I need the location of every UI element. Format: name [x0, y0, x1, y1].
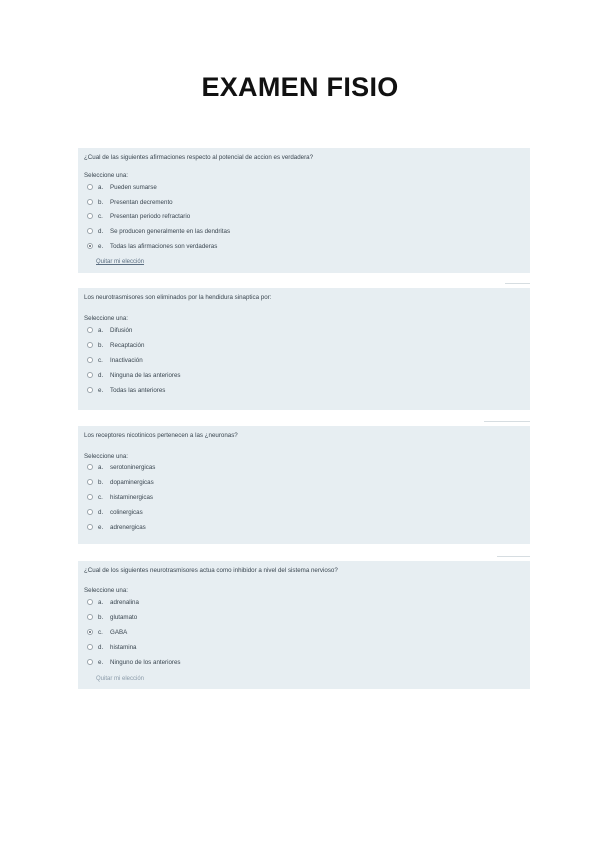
radio-icon[interactable] [87, 509, 93, 515]
option-d[interactable]: d. Se producen generalmente en las dendritas [87, 226, 230, 236]
radio-icon[interactable] [87, 213, 93, 219]
question-text: Los neurotrasmisores son eliminados por la hendidura sinaptica por: [84, 294, 272, 301]
option-e[interactable]: e. Ninguno de los anteriores [87, 657, 181, 667]
option-label: adrenalina [110, 598, 139, 606]
radio-icon[interactable] [87, 327, 93, 333]
divider [484, 421, 530, 422]
option-c[interactable]: c. Inactivación [87, 355, 143, 365]
radio-icon[interactable] [87, 357, 93, 363]
question-card-2 [78, 288, 530, 410]
radio-icon[interactable] [87, 479, 93, 485]
question-text: ¿Cual de los siguientes neurotrasmisores actua como inhibidor a nivel del sistema nervioso? [84, 567, 338, 574]
option-b[interactable]: b. dopaminergicas [87, 477, 154, 487]
radio-icon[interactable] [87, 372, 93, 378]
option-label: colinergicas [110, 508, 143, 516]
select-label: Seleccione una: [84, 315, 129, 322]
radio-checked-icon[interactable] [87, 243, 93, 249]
radio-icon[interactable] [87, 659, 93, 665]
option-label: Todas las afirmaciones son verdaderas [110, 242, 218, 250]
option-label: Inactivación [110, 356, 143, 364]
option-label: glutamato [110, 613, 138, 621]
select-label: Seleccione una: [84, 587, 129, 594]
radio-icon[interactable] [87, 494, 93, 500]
option-label: Ninguno de los anteriores [110, 658, 181, 666]
question-card-1 [78, 148, 530, 273]
select-label: Seleccione una: [84, 453, 129, 460]
radio-icon[interactable] [87, 342, 93, 348]
clear-choice-link[interactable]: Quitar mi elección [96, 676, 145, 682]
radio-icon[interactable] [87, 464, 93, 470]
option-d[interactable]: d. histamina [87, 642, 136, 652]
radio-icon[interactable] [87, 644, 93, 650]
option-b[interactable]: b. glutamato [87, 612, 137, 622]
question-text: ¿Cual de las siguientes afirmaciones respecto al potencial de accion es verdadera? [84, 154, 314, 161]
option-a[interactable]: a. adrenalina [87, 597, 139, 607]
radio-icon[interactable] [87, 524, 93, 530]
page-title: EXAMEN FISIO [201, 72, 399, 102]
option-a[interactable]: a. serotoninergicas [87, 462, 155, 472]
option-label: histaminergicas [110, 493, 153, 501]
question-card-4 [78, 561, 530, 689]
option-label: Presentan decremento [110, 198, 173, 206]
option-label: serotoninergicas [110, 463, 156, 471]
option-e[interactable]: e. Todas las anteriores [87, 385, 165, 395]
radio-icon[interactable] [87, 614, 93, 620]
option-label: Ninguna de las anteriores [110, 371, 181, 379]
clear-choice-link[interactable]: Quitar mi elección [96, 259, 145, 265]
option-c[interactable]: c. histaminergicas [87, 492, 153, 502]
divider [505, 283, 530, 284]
option-label: dopaminergicas [110, 478, 154, 486]
radio-icon[interactable] [87, 184, 93, 190]
option-label: GABA [110, 628, 128, 636]
option-a[interactable]: a. Difusión [87, 325, 132, 335]
option-label: Pueden sumarse [110, 183, 157, 191]
option-a[interactable]: a. Pueden sumarse [87, 182, 157, 192]
option-d[interactable]: d. colinergicas [87, 507, 143, 517]
question-text: Los receptores nicotinicos pertenecen a las ¿neuronas? [84, 432, 238, 439]
radio-icon[interactable] [87, 599, 93, 605]
divider [497, 556, 530, 557]
option-label: Se producen generalmente en las dendritas [110, 227, 231, 235]
option-c[interactable]: c. Presentan periodo refractario [87, 211, 190, 221]
radio-icon[interactable] [87, 387, 93, 393]
option-label: Difusión [110, 326, 133, 334]
radio-checked-icon[interactable] [87, 629, 93, 635]
option-label: Presentan periodo refractario [110, 212, 191, 220]
radio-icon[interactable] [87, 228, 93, 234]
radio-icon[interactable] [87, 199, 93, 205]
option-b[interactable]: b. Recaptación [87, 340, 144, 350]
option-label: Todas las anteriores [110, 386, 166, 394]
select-label: Seleccione una: [84, 172, 129, 179]
option-label: Recaptación [110, 341, 145, 349]
option-label: histamina [110, 643, 137, 651]
option-b[interactable]: b. Presentan decremento [87, 197, 173, 207]
option-e[interactable]: e. adrenergicas [87, 522, 146, 532]
option-label: adrenergicas [110, 523, 146, 531]
option-d[interactable]: d. Ninguna de las anteriores [87, 370, 181, 380]
question-card-3 [78, 426, 530, 544]
option-e[interactable]: e. Todas las afirmaciones son verdaderas [87, 241, 217, 251]
option-c[interactable]: c. GABA [87, 627, 127, 637]
